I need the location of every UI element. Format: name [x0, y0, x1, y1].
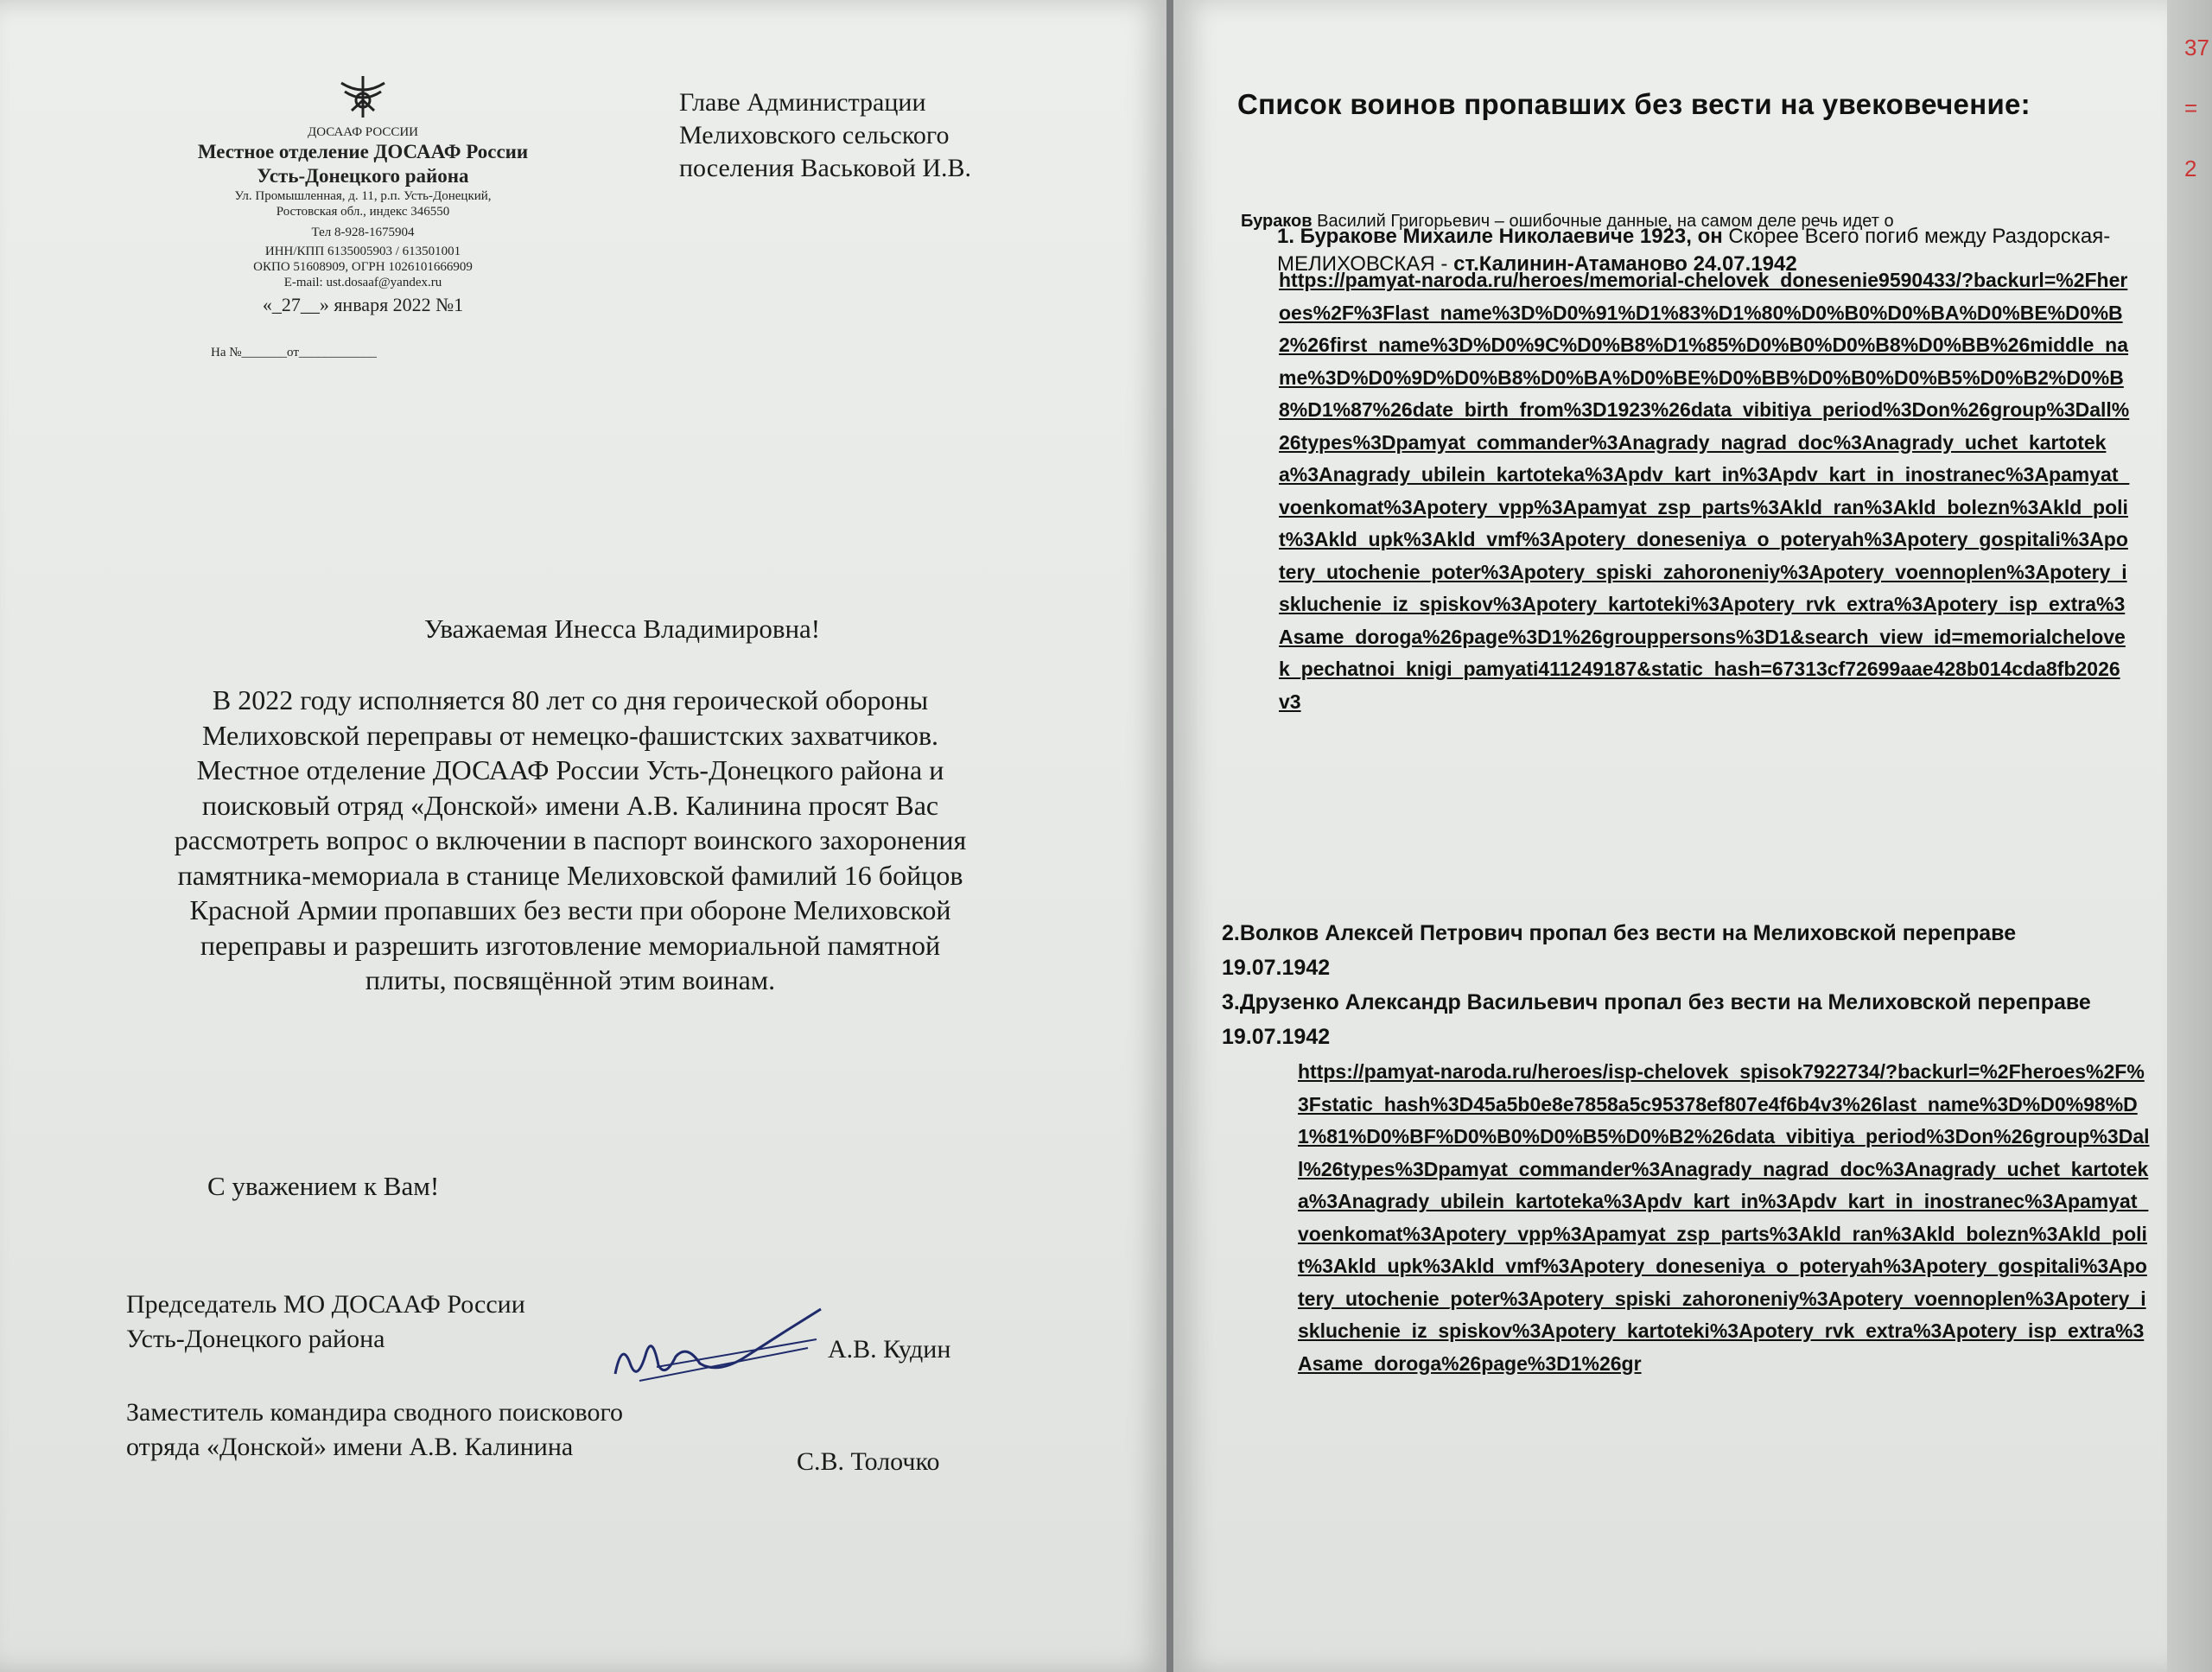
- signer1-title-line1: Председатель МО ДОСААФ России: [126, 1290, 525, 1319]
- org-small: ДОСААФ РОССИИ: [307, 125, 419, 139]
- signer2-title-line1: Заместитель командира сводного поискового: [126, 1398, 623, 1427]
- edge-mark: 37: [2184, 35, 2209, 60]
- address-line2: Ростовская обл., индекс 346550: [276, 205, 450, 219]
- item3-source-link[interactable]: https://pamyat-naroda.ru/heroes/isp-chelovek_spisok7922734/?backurl=%2Fheroes%2F%3Fstatic_hash%3D45a5b0e8e7858a5c95378ef807e4f6b4v3%26last_name%3D%D0%98%D1%81%D0%BF%D0%B0%D0%B5%D0%B2%26data_vibitiya_period%3Don%26group%3Dall%26types%3Dpamyat_commander%3Anagrady_nagrad_doc%3Anagrady_uchet_kartoteka%3Anagrady_ubilein_kartoteka%3Apdv_kart_in%3Apdv_kart_in_inostranec%3Apamyat_voenkomat%3Apotery_vpp%3Apamyat_zsp_parts%3Akld_ran%3Akld_bolezn%3Akld_polit%3Akld_upk%3Akld_vmf%3Apotery_doneseniya_o_poteryah%3Apotery_gospitali%3Apotery_utochenie_poter%3Apotery_spiski_zahoroneniy%3Apotery_voennoplen%3Apotery_iskluchenie_iz_spiskov%3Apotery_kartoteki%3Apotery_rvk_extra%3Apotery_isp_extra%3Asame_doroga%26page%3D1%26gr: [1298, 1060, 2150, 1375]
- item1-source-link[interactable]: https://pamyat-naroda.ru/heroes/memorial-chelovek_donesenie9590433/?backurl=%2Fheroes%2F%3Flast_name%3D%D0%91%D1%83%D1%80%D0%B0%D0%BA%D0%BE%D0%B2%26first_name%3D%D0%9C%D0%B8%D1%85%D0%B0%D0%B8%D0%BB%26middle_name%3D%D0%9D%D0%B8%D0%BA%D0%BE%D0%BB%D0%B0%D0%B5%D0%B2%D0%B8%D1%87%26date_birth_from%3D1923%26data_vibitiya_period%3Don%26group%3Dall%26types%3Dpamyat_commander%3Anagrady_nagrad_doc%3Anagrady_uchet_kartoteka%3Anagrady_ubilein_kartoteka%3Apdv_kart_in%3Apdv_kart_in_inostranec%3Apamyat_voenkomat%3Apotery_vpp%3Apamyat_zsp_parts%3Akld_ran%3Akld_bolezn%3Akld_polit%3Akld_upk%3Akld_vmf%3Apotery_doneseniya_o_poteryah%3Apotery_gospitali%3Apotery_utochenie_poter%3Apotery_spiski_zahoroneniy%3Apotery_voennoplen%3Apotery_iskluchenie_iz_spiskov%3Apotery_kartoteki%3Apotery_rvk_extra%3Apotery_isp_extra%3Asame_doroga%26page%3D1%26grouppersons%3D1&search_view_id=memorialchelovek_pechatnoi_knigi_pamyati411249187&static_hash=67313cf72699aae428b014cda8fb2026v3: [1279, 269, 2130, 713]
- note-name: Бураков: [1241, 212, 1313, 231]
- phone: Тел 8-928-1675904: [311, 226, 415, 239]
- note-text: Василий Григорьевич – ошибочные данные, на самом деле речь идет о: [1317, 212, 1894, 231]
- inn: ИНН/КПП 6135005903 / 613501001: [264, 245, 461, 258]
- list-item-1-place: ст.Калинин-Атаманово 24.07.1942: [1453, 252, 1797, 276]
- signer2-title-line2: отряда «Донской» имени А.В. Калинина: [126, 1433, 574, 1461]
- addressee: [679, 86, 1128, 185]
- address-line1: Ул. Промышленная, д. 11, р.п. Усть-Донецкий,: [234, 189, 492, 203]
- list-item-2: 2.Волков Алексей Петрович пропал без вести на Мелиховской переправе 19.07.1942: [1222, 921, 2017, 980]
- edge-mark: 2: [2184, 156, 2197, 181]
- list-title: Список воинов пропавших без вести на увековечение:: [1237, 88, 2031, 120]
- okpo: ОКПО 51608909, ОГРН 1026101666909: [253, 260, 473, 274]
- email: E-mail: ust.dosaaf@yandex.ru: [283, 276, 442, 289]
- list-item-3: 3.Друзенко Александр Васильевич пропал без вести на Мелиховской переправе 19.07.1942: [1222, 990, 2091, 1049]
- signer1-title: [126, 1287, 525, 1357]
- list-item-1-label: 1. Буракове Михаиле Николаевиче 1923, он: [1277, 225, 1723, 248]
- addressee-line2: Мелиховского сельского: [679, 121, 950, 149]
- letterhead: [138, 71, 588, 359]
- signer2-name: С.В. Толочко: [797, 1447, 940, 1476]
- edge-mark: =: [2184, 95, 2198, 121]
- signer2-title: [126, 1395, 623, 1465]
- letter-ref: На №_______от____________: [211, 346, 377, 359]
- letter-body: В 2022 году исполняется 80 лет со дня героической обороны Мелиховской переправы от немецко-фашистских захватчиков. Местное отделение ДОСААФ России Усть-Донецкого района и поисковый отряд «Донской» имени А.В. Калинина просят Вас рассмотреть вопрос о включении в паспорт воинского захоронения памятника-мемориала в станице Мелиховской фамилий 16 бойцов Красной Армии пропавших без вести при обороне Мелиховской переправы и разрешить изготовление мемориальной памятной плиты, посвящённой этим воинам.: [174, 684, 967, 995]
- signer1-title-line2: Усть-Донецкого района: [126, 1325, 385, 1353]
- list-item-1-desc: Скорее Всего погиб между Раздорская-МЕЛИХОВСКАЯ -: [1277, 225, 2111, 276]
- letter-date: «_27__» января 2022 №1: [262, 294, 464, 315]
- addressee-line3: поселения Васьковой И.В.: [679, 154, 972, 182]
- handwritten-signature: [605, 1305, 830, 1391]
- org-line2: Усть-Донецкого района: [257, 165, 469, 187]
- salutation: Уважаемая Инесса Владимировна!: [423, 613, 821, 644]
- dosaaf-emblem-icon: [333, 71, 393, 123]
- org-line1: Местное отделение ДОСААФ России: [197, 141, 529, 162]
- next-page-edge: [2167, 0, 2212, 1672]
- addressee-line1: Главе Администрации: [679, 88, 926, 117]
- signer1-name: А.В. Кудин: [828, 1335, 951, 1364]
- closing: С уважением к Вам!: [207, 1171, 440, 1201]
